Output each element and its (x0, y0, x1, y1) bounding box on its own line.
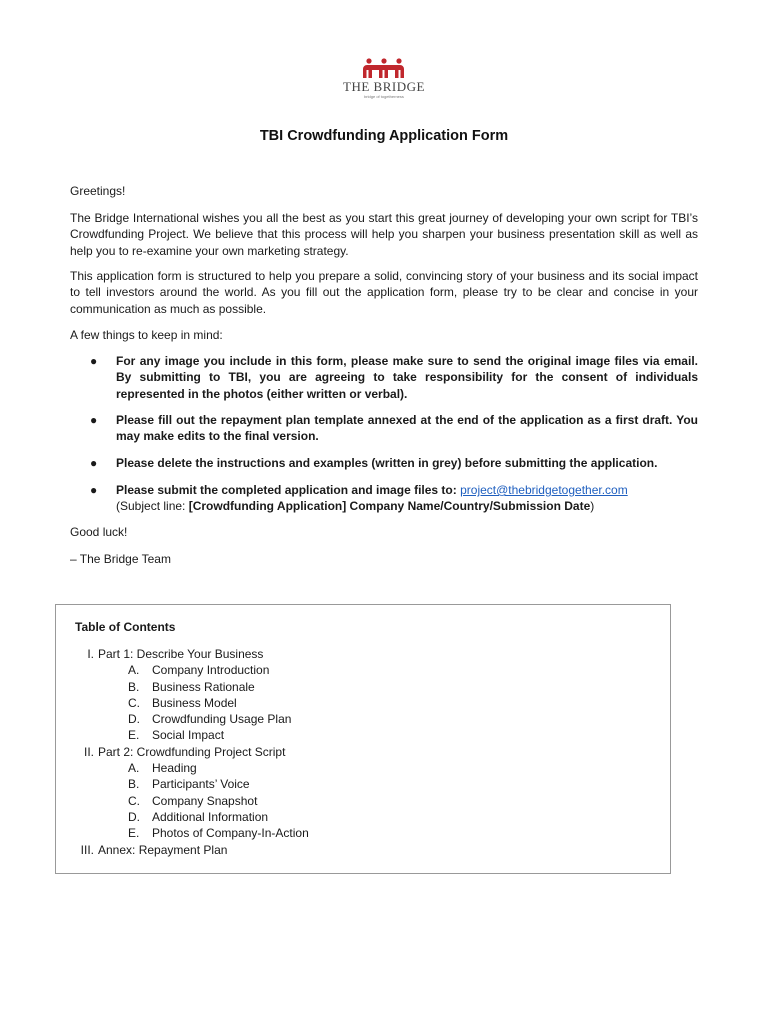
toc-item-label: Business Rationale (152, 679, 255, 694)
bullet-icon: ● (90, 354, 98, 368)
table-of-contents (55, 604, 671, 874)
toc-part-3 (56, 842, 670, 858)
greeting-text: Greetings! (70, 184, 126, 198)
toc-item-letter: A. (128, 663, 140, 678)
bullet-icon: ● (90, 483, 98, 497)
logo-wordmark: THE BRIDGE (343, 79, 425, 94)
toc-part-1 (56, 646, 670, 662)
subject-line: [Crowdfunding Application] Company Name/Country/Submission Date (188, 499, 591, 514)
toc-item-letter: D. (128, 712, 140, 727)
toc-item (56, 760, 670, 776)
bullet-icon: ● (90, 456, 98, 470)
toc-part-number: I. (87, 647, 94, 661)
people-logo-icon (361, 58, 407, 78)
toc-item-letter: A. (128, 761, 140, 776)
intro-paragraph: The Bridge International wishes you all the best as you start this great journey of developing your own script for TBI’s Crowdfunding Project. We believe that this process will help you sharpen your business presentation skill as well as help you to re-examine your own marketing strategy. (70, 211, 698, 258)
good-luck-text: Good luck! (70, 525, 128, 539)
toc-item (56, 776, 670, 792)
toc-part-label: Part 1: Describe Your Business (98, 647, 264, 661)
toc-item (56, 662, 670, 678)
page-title: TBI Crowdfunding Application Form (259, 128, 509, 144)
bullet-text (116, 482, 698, 515)
toc-item-label: Heading (152, 761, 197, 776)
toc-item-label: Social Impact (152, 728, 225, 743)
toc-item-label: Company Snapshot (152, 793, 258, 808)
toc-item (56, 793, 670, 809)
toc-item-letter: C. (128, 793, 140, 808)
toc-item-label: Crowdfunding Usage Plan (152, 712, 292, 727)
toc-part-number: III. (80, 842, 94, 857)
toc-item (56, 825, 670, 841)
subject-suffix: ) (590, 499, 595, 514)
toc-part-number: II. (83, 744, 94, 759)
toc-part-2 (56, 744, 670, 760)
toc-item-label: Photos of Company-In-Action (152, 826, 309, 841)
toc-item-letter: B. (128, 777, 140, 792)
toc-item-letter: B. (128, 679, 140, 694)
toc-part-label: Annex: Repayment Plan (98, 842, 228, 857)
toc-item (56, 809, 670, 825)
toc-item (56, 695, 670, 711)
bullet-text: Please fill out the repayment plan template annexed at the end of the application as a first draft. You may make edits to the final version. (116, 413, 698, 444)
toc-item (56, 727, 670, 743)
submit-instruction: Please submit the completed application and image files to: (116, 483, 457, 497)
the-bridge-logo (336, 40, 432, 112)
toc-item-label: Company Introduction (152, 663, 270, 678)
toc-item-label: Business Model (152, 695, 237, 710)
toc-item-label: Additional Information (152, 809, 269, 824)
toc-item-letter: D. (128, 809, 140, 824)
toc-item-letter: E. (128, 826, 140, 841)
toc-title: Table of Contents (75, 620, 176, 634)
toc-item (56, 679, 670, 695)
toc-part-label: Part 2: Crowdfunding Project Script (98, 744, 286, 759)
signoff-text: – The Bridge Team (70, 552, 171, 566)
logo-tagline: bridge of togetherness (364, 94, 404, 99)
toc-item-label: Participants’ Voice (152, 777, 250, 792)
purpose-paragraph: This application form is structured to help you prepare a solid, convincing story of your business and its social impact to tell investors around the world. As you fill out the application form, please try to be clear and concise in your communication as much as possible. (70, 269, 698, 316)
bullet-icon: ● (90, 413, 98, 427)
email-link[interactable]: project@thebridgetogether.com (460, 483, 628, 497)
bullet-text: For any image you include in this form, please make sure to send the original image files via email. By submitting to TBI, you are agreeing to take responsibility for the consent of individuals represented in the photos (either written or verbal). (116, 354, 698, 401)
toc-item-letter: C. (128, 695, 140, 710)
subject-prefix: (Subject line: (116, 499, 189, 514)
toc-item (56, 711, 670, 727)
keep-in-mind-heading: A few things to keep in mind: (70, 328, 223, 342)
bullet-text: Please delete the instructions and examples (written in grey) before submitting the application. (116, 456, 658, 470)
toc-list (56, 646, 670, 858)
toc-item-letter: E. (128, 728, 140, 743)
